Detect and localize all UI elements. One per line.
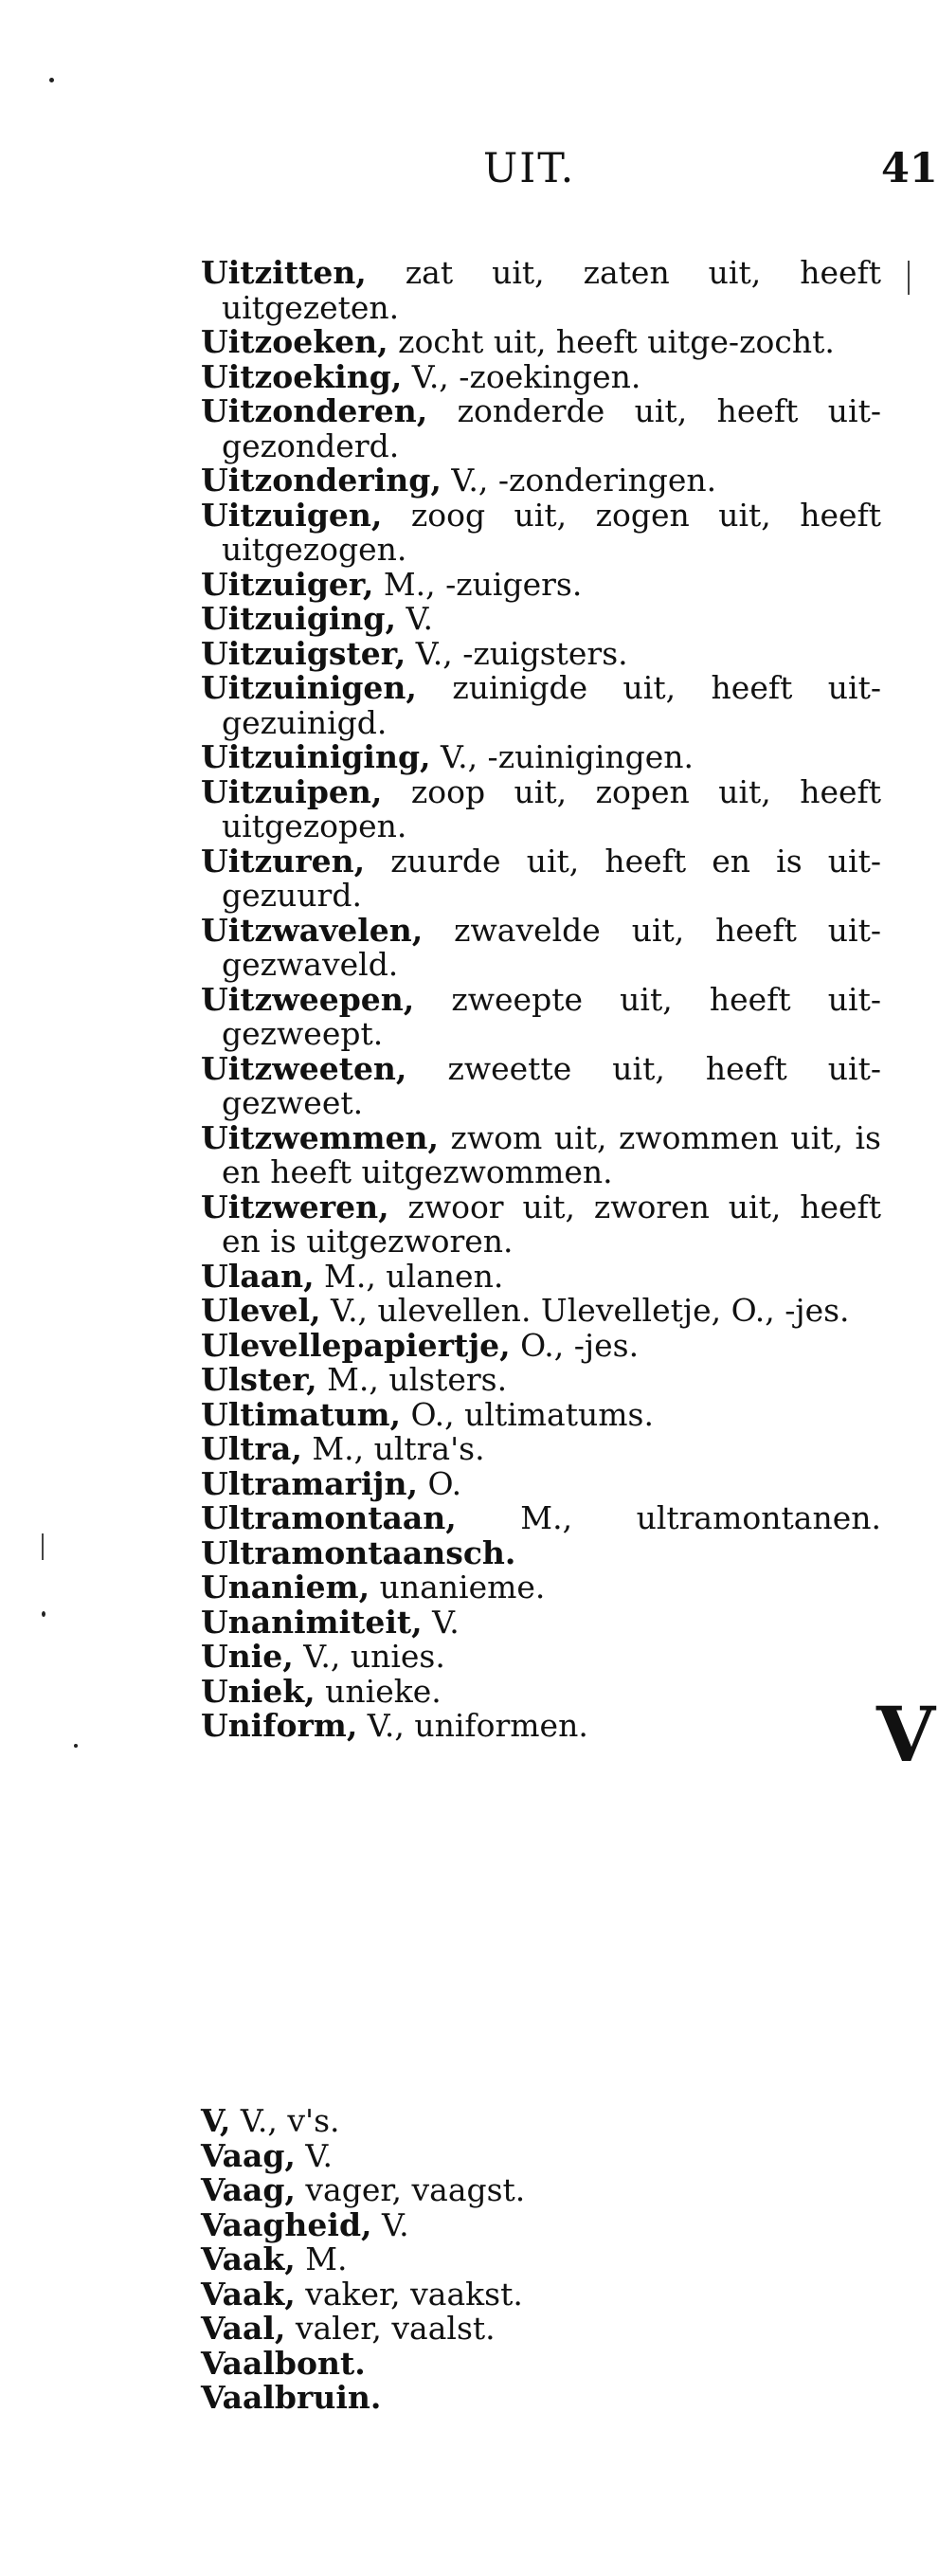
entry-headword: Vaak, [201,2275,296,2313]
entry-headword: Uitzitten, [201,254,367,291]
entry-headword: Uitzonderen, [201,392,428,429]
entry-headword: Ulevellepapiertje, [201,1326,511,1364]
dictionary-entry [201,256,881,325]
entry-definition: zweepte uit, heeft uit-gezweept. [222,980,881,1052]
entry-definition: M. [295,2240,348,2277]
entry-definition: V., uniformen. [357,1707,588,1744]
dictionary-entry [201,1118,881,1190]
dictionary-entry [201,496,881,568]
scan-margin-mark [42,1533,44,1560]
entry-headword: Unanimiteit, [201,1603,423,1641]
entry-definition: M., ultramontanen. [456,1499,881,1536]
dictionary-entry [201,911,881,983]
dictionary-entry [201,1570,881,1605]
dictionary-entry [201,1363,881,1398]
dictionary-column-u [201,256,881,1744]
entry-headword: Uitzweren, [201,1188,389,1225]
dictionary-entry [201,2344,881,2382]
entry-headword: Uitzoeken, [201,323,388,360]
scan-speck [49,78,54,82]
dictionary-entry [201,772,881,844]
dictionary-entry [201,740,881,775]
dictionary-column-v [201,2104,881,2416]
dictionary-entry [201,980,881,1052]
dictionary-entry [201,1709,881,1744]
entry-definition: O., -jes. [510,1326,640,1364]
entry-headword: Uniek, [201,1672,316,1710]
dictionary-entry [201,1326,881,1364]
entry-definition: V. [422,1603,460,1641]
entry-definition: O. [417,1464,462,1502]
entry-definition: unanieme. [370,1569,546,1605]
dictionary-entry [201,671,881,740]
dictionary-entry [201,1294,881,1329]
entry-definition: zweette uit, heeft uit-gezweet. [222,1049,881,1121]
dictionary-entry [201,2277,881,2313]
entry-headword: Ultramontaansch. [201,1533,516,1571]
page-header [0,140,938,197]
dictionary-entry [201,1605,881,1641]
entry-headword: Vaagheid, [201,2205,372,2243]
entry-headword: Ultramarijn, [201,1464,418,1502]
scan-speck [74,1744,78,1748]
entry-definition: V. [371,2205,409,2243]
dictionary-entry [201,1464,881,1502]
entry-definition: V., -zonderingen. [441,462,717,499]
entry-headword: Ulevel, [201,1292,321,1329]
scan-margin-mark [908,261,910,295]
entry-headword: Unaniem, [201,1569,370,1605]
dictionary-entry [201,2136,881,2174]
entry-definition: zwom uit, zwommen uit, is en heeft uitgezwommen. [222,1118,881,1190]
dictionary-entry [201,325,881,360]
entry-headword: Vaalbruin. [201,2379,382,2416]
entry-definition: zoog uit, zogen uit, heeft uitgezogen. [222,496,881,568]
entry-definition: zat uit, zaten uit, heeft uitgezeten. [222,254,881,326]
dictionary-entry [201,2312,881,2347]
entry-definition: M., ulanen. [314,1257,504,1295]
dictionary-entry [201,1432,881,1467]
entry-headword: Uitzoeking, [201,357,403,395]
dictionary-entry [201,1257,881,1295]
entry-definition: zonderde uit, heeft uit-gezonderd. [222,392,881,464]
entry-headword: Uitzwemmen, [201,1118,440,1156]
entry-headword: Uitzuren, [201,842,366,880]
entry-definition: V., -zuinigingen. [430,738,694,775]
dictionary-entry [201,2242,881,2277]
dictionary-entry [201,1672,881,1710]
dictionary-entry [201,844,881,914]
entry-headword: Uitzwavelen, [201,911,424,949]
entry-definition: vager, vaagst. [295,2171,526,2208]
entry-headword: Uitzuiger, [201,565,374,603]
entry-definition: zwoor uit, zworen uit, heeft en is uitgezworen. [222,1188,881,1260]
entry-definition: vaker, vaakst. [295,2275,523,2313]
entry-headword: Vaak, [201,2240,296,2277]
entry-headword: Vaag, [201,2136,296,2174]
entry-headword: Vaag, [201,2171,296,2208]
entry-definition: zoop uit, zopen uit, heeft uitgezopen. [222,772,881,844]
dictionary-entry [201,1533,881,1571]
entry-headword: Vaalbont. [201,2344,366,2382]
dictionary-entry [201,602,881,637]
entry-headword: Uniform, [201,1707,358,1744]
entry-headword: Unie, [201,1638,294,1675]
dictionary-entry [201,634,881,672]
entry-definition: unieke. [315,1672,442,1710]
dictionary-entry [201,463,881,499]
entry-definition: zuinigde uit, heeft uit-gezuinigd. [222,669,881,741]
entry-headword: Ulster, [201,1361,317,1398]
entry-headword: Uitzuigen, [201,496,383,534]
page-number: 41 [881,145,938,192]
dictionary-entry [201,394,881,463]
dictionary-entry [201,565,881,603]
entry-headword: Uitzweepen, [201,980,415,1018]
dictionary-entry [201,1640,881,1675]
entry-definition: V. [295,2136,333,2174]
dictionary-entry [201,2381,881,2416]
entry-definition: M., -zuigers. [373,565,583,603]
entry-headword: Uitzuiging, [201,600,396,637]
entry-headword: Uitzuipen, [201,772,383,810]
entry-definition: zuurde uit, heeft en is uit-gezuurd. [222,842,881,914]
entry-headword: Ulaan, [201,1257,315,1295]
dictionary-entry [201,1190,881,1260]
entry-headword: V, [201,2102,231,2139]
section-letter-v: V [876,1690,936,1779]
entry-headword: Uitzweeten, [201,1049,407,1087]
entry-definition: V., v's. [230,2102,340,2139]
entry-definition: V. [396,600,434,637]
entry-definition: O., ultimatums. [401,1395,654,1433]
entry-headword: Uitzuiniging, [201,738,431,775]
running-head: UIT. [483,145,576,192]
entry-headword: Ultra, [201,1430,302,1467]
entry-definition: M., ulsters. [316,1361,508,1398]
dictionary-entry [201,2205,881,2243]
entry-definition: M., ultra's. [301,1430,485,1467]
entry-definition: V., -zuigsters. [406,634,628,672]
entry-definition: zwavelde uit, heeft uit-gezwaveld. [222,911,881,983]
dictionary-entry [201,1501,881,1536]
scan-speck [42,1611,45,1617]
entry-headword: Uitzuinigen, [201,669,417,706]
entry-definition: V., ulevellen. Ulevelletje, O., -jes. [320,1292,850,1329]
entry-headword: Vaal, [201,2310,286,2347]
dictionary-entry [201,2173,881,2208]
dictionary-entry [201,2104,881,2139]
dictionary-entry [201,1049,881,1121]
entry-definition: zocht uit, heeft uitge-zocht. [388,323,835,360]
dictionary-entry [201,357,881,395]
entry-headword: Uitzondering, [201,462,442,499]
entry-definition: valer, vaalst. [285,2310,496,2347]
dictionary-entry [201,1395,881,1433]
entry-definition: V., unies. [293,1638,445,1675]
entry-headword: Uitzuigster, [201,634,406,672]
entry-headword: Ultramontaan, [201,1499,457,1536]
entry-headword: Ultimatum, [201,1395,402,1433]
entry-definition: V., -zoekingen. [402,357,641,395]
